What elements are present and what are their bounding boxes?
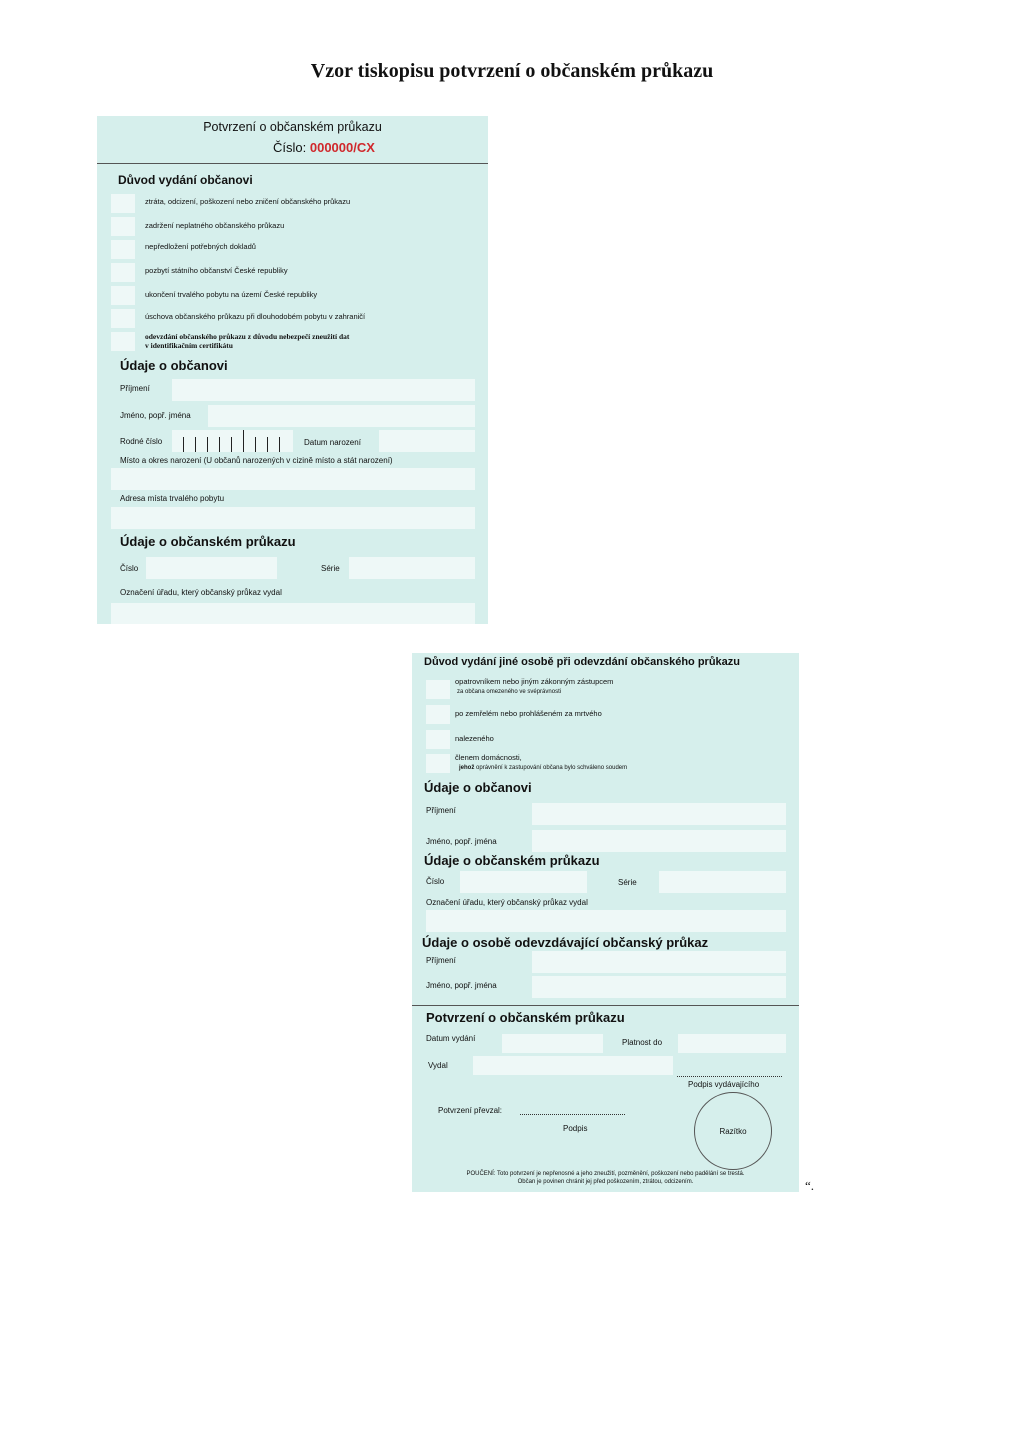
issue-date-label: Datum vydání	[426, 1034, 476, 1043]
form-number-label: Číslo:	[273, 140, 307, 155]
reason-household-line1: členem domácnosti,	[455, 753, 522, 762]
surname-label: Příjmení	[120, 384, 150, 393]
address-field[interactable]	[111, 507, 475, 529]
reason-household-rest: oprávnění k zastupování občana bylo schváleno soudem	[476, 765, 628, 771]
id-number-label: Číslo	[426, 877, 445, 886]
surname-field[interactable]	[172, 379, 475, 401]
issued-by-label: Vydal	[428, 1061, 448, 1070]
address-label: Adresa místa trvalého pobytu	[120, 494, 225, 503]
issuer-field[interactable]	[111, 603, 475, 624]
id-number-field[interactable]	[460, 871, 587, 893]
reason-option-household	[455, 753, 627, 773]
id-section-title: Údaje o občanském průkazu	[120, 534, 296, 549]
issued-by-field[interactable]	[473, 1056, 673, 1075]
issue-date-field[interactable]	[502, 1034, 603, 1053]
page-title: Vzor tiskopisu potvrzení o občanském průkazu	[310, 60, 714, 82]
confirmation-form-back	[412, 653, 799, 1192]
header-divider	[97, 163, 488, 164]
notice-text	[412, 1170, 799, 1186]
reason-option-label: ztráta, odcizení, poškození nebo zničení občanského průkazu	[145, 197, 351, 206]
birth-number-digit-separators	[183, 430, 291, 452]
issuer-field[interactable]	[426, 910, 786, 932]
section-divider	[412, 1005, 799, 1006]
reason-checkbox[interactable]	[426, 705, 450, 724]
names-label: Jméno, popř. jména	[120, 411, 191, 420]
reason-household-bold: jehož	[459, 765, 475, 771]
form-number-value: 000000/CX	[309, 140, 375, 155]
id-series-label: Série	[618, 878, 637, 887]
form-header-title: Potvrzení o občanském průkazu	[203, 120, 382, 134]
reason-checkbox[interactable]	[111, 240, 135, 259]
reason-option-found: nalezeného	[455, 734, 494, 743]
id-series-field[interactable]	[659, 871, 786, 893]
reason-checkbox[interactable]	[111, 286, 135, 305]
reason-section-title: Důvod vydání občanovi	[118, 173, 253, 187]
citizen-section-title: Údaje o občanovi	[120, 358, 228, 373]
stamp-area	[694, 1092, 772, 1170]
id-series-label: Série	[321, 564, 340, 573]
reason-guardian-line2: za občana omezeného ve svéprávnosti	[457, 689, 562, 695]
issuer-signature-label: Podpis vydávajícího	[688, 1080, 760, 1089]
reason-checkbox[interactable]	[111, 309, 135, 328]
reason-option-label: zadržení neplatného občanského průkazu	[145, 221, 285, 230]
reason-option-guardian	[455, 677, 613, 697]
reason-last-line1: odevzdání občanského průkazu z důvodu nebezpečí zneužití dat	[145, 332, 350, 341]
reason-last-line2: v identifikačním certifikátu	[145, 341, 233, 350]
reason-option-label: nepředložení potřebných dokladů	[145, 242, 256, 251]
citizen-section-title: Údaje o občanovi	[424, 780, 532, 795]
id-series-field[interactable]	[349, 557, 475, 579]
surname-field[interactable]	[532, 803, 786, 825]
birth-place-field[interactable]	[111, 468, 475, 490]
person-surname-field[interactable]	[532, 951, 786, 973]
validity-field[interactable]	[678, 1034, 786, 1053]
birth-place-label: Místo a okres narození (U občanů narozených v cizině místo a stát narození)	[120, 456, 393, 465]
notice-line1: POUČENÍ: Toto potvrzení je nepřenosné a jeho zneužití, pozměnění, poškození nebo padělání se trestá.	[466, 1171, 745, 1177]
person-section-title: Údaje o osobě odevzdávající občanský průkaz	[422, 935, 709, 950]
trailing-quote-mark: “.	[805, 1178, 815, 1193]
reason-option-label-last	[145, 332, 349, 350]
reason-checkbox[interactable]	[426, 730, 450, 749]
birth-number-label: Rodné číslo	[120, 437, 163, 446]
id-number-field[interactable]	[146, 557, 277, 579]
reason-option-deceased: po zemřelém nebo prohlášeném za mrtvého	[455, 709, 602, 718]
birth-date-label: Datum narození	[304, 438, 361, 447]
person-names-field[interactable]	[532, 976, 786, 998]
reason-checkbox[interactable]	[111, 217, 135, 236]
issuer-signature-line[interactable]	[677, 1076, 782, 1077]
reason-guardian-line1: opatrovníkem nebo jiným zákonným zástupcem	[455, 677, 614, 686]
reason-checkbox[interactable]	[426, 754, 450, 773]
reason-checkbox[interactable]	[426, 680, 450, 699]
names-label: Jméno, popř. jména	[426, 837, 497, 846]
other-person-reason-title: Důvod vydání jiné osobě při odevzdání občanského průkazu	[424, 656, 741, 668]
reason-checkbox[interactable]	[111, 332, 135, 351]
id-number-label: Číslo	[120, 564, 139, 573]
surname-label: Příjmení	[426, 806, 456, 815]
id-section-title: Údaje o občanském průkazu	[424, 853, 600, 868]
confirmation-form-front	[97, 116, 488, 624]
person-surname-label: Příjmení	[426, 956, 456, 965]
stamp-label: Razítko	[719, 1126, 747, 1136]
recipient-signature-line[interactable]	[520, 1114, 625, 1115]
confirm-section-title: Potvrzení o občanském průkazu	[426, 1010, 625, 1025]
reason-checkbox[interactable]	[111, 263, 135, 282]
reason-option-label: pozbytí státního občanství České republiky	[145, 266, 288, 275]
reason-option-label: ukončení trvalého pobytu na území České republiky	[145, 290, 318, 299]
person-names-label: Jméno, popř. jména	[426, 981, 497, 990]
reason-option-label: úschova občanského průkazu při dlouhodobém pobytu v zahraničí	[145, 312, 366, 321]
names-field[interactable]	[532, 830, 786, 852]
issuer-label: Označení úřadu, který občanský průkaz vydal	[120, 588, 282, 597]
birth-date-field[interactable]	[379, 430, 475, 452]
names-field[interactable]	[208, 405, 475, 427]
validity-label: Platnost do	[622, 1038, 663, 1047]
recipient-signature-label: Podpis	[563, 1124, 588, 1133]
reason-checkbox[interactable]	[111, 194, 135, 213]
issuer-label: Označení úřadu, který občanský průkaz vydal	[426, 898, 588, 907]
received-label: Potvrzení převzal:	[438, 1106, 503, 1115]
form-number-row	[273, 140, 375, 155]
notice-line2: Občan je povinen chránit jej před poškozením, ztrátou, odcizením.	[517, 1179, 694, 1185]
